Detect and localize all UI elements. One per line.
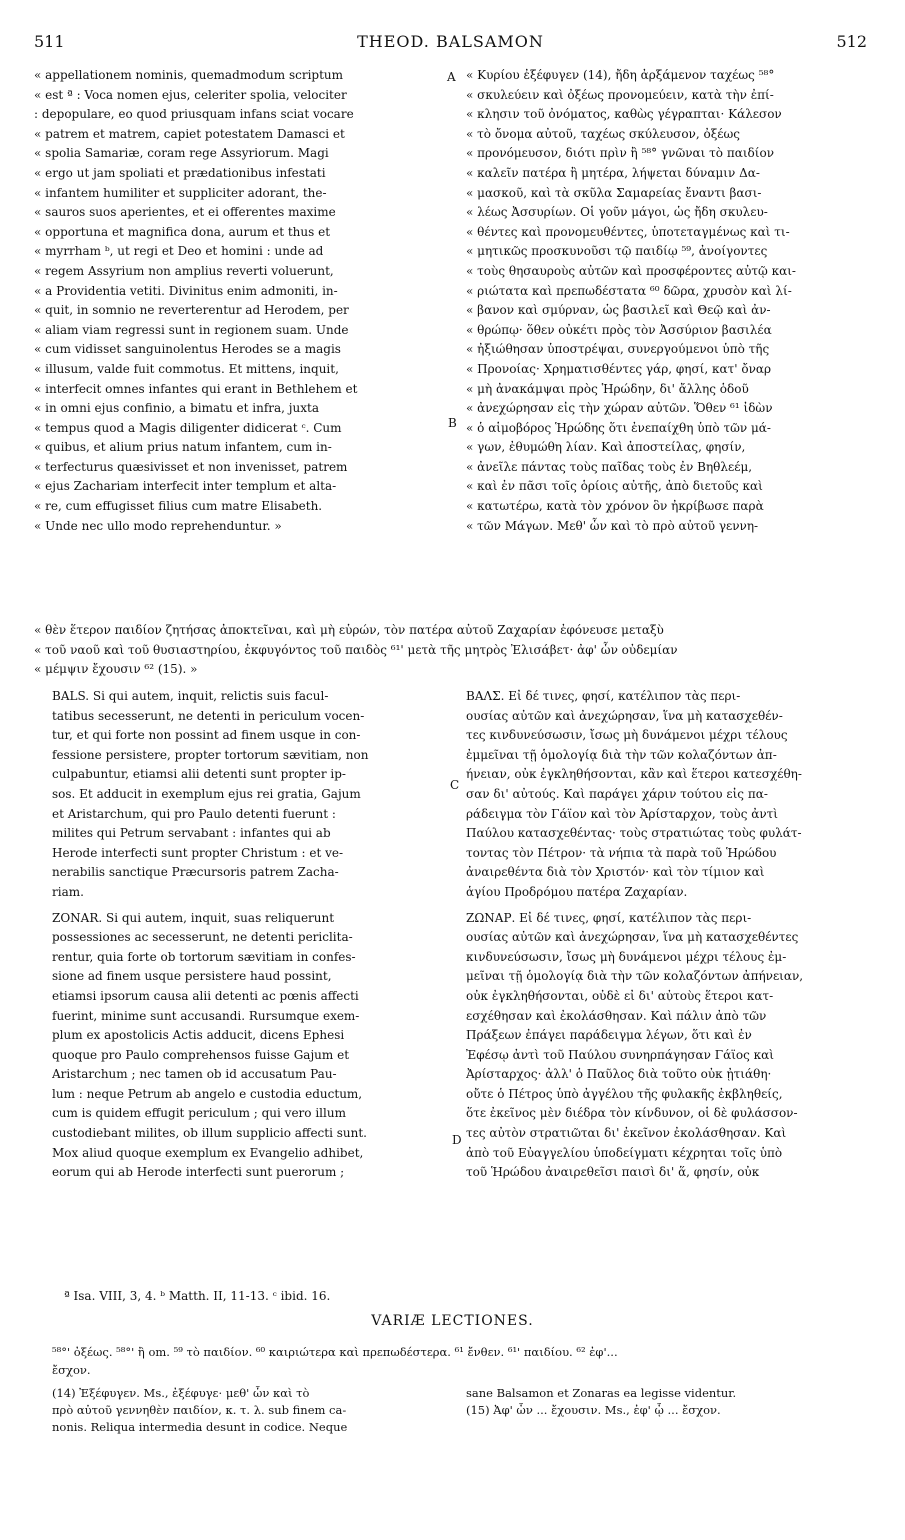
commentary-line: tur, et qui forte non possint ad finem usque in con- — [52, 728, 361, 743]
variant-notes-left — [52, 1385, 442, 1436]
commentary-line: τες αὐτὸν στρατιῶται δι' ἐκεῖνον ἐκολάσθησαν. Καὶ — [466, 1126, 787, 1141]
latin-text-line: « spolia Samariæ, coram rege Assyriorum. Magi — [34, 146, 329, 161]
commentary-line: Herode interfecti sunt propter Christum : et ve- — [52, 845, 344, 860]
greek-text-line: « λέως Ἀσσυρίων. Οἱ γοῦν μάγοι, ὡς ἤδη σκυλευ- — [466, 205, 768, 220]
commentary-line: ράδειγμα τὸν Γάϊον καὶ τὸν Ἀρίσταρχον, τοὺς ἀντὶ — [466, 806, 778, 821]
commentary-line: custodiebant milites, ob illum supplicio affecti sunt. — [52, 1126, 367, 1141]
latin-text-line: « ejus Zachariam interfecit inter templum et alta- — [34, 479, 337, 494]
variant-line: ⁵⁸°' ὀξέως. ⁵⁸°' ἢ om. ⁵⁹ τὸ παιδίον. ⁶⁰ καιριώτερα καὶ πρεπωδέστερα. ⁶¹ ἔνθεν. ⁶¹' παιδίου. ⁶² ἐφ'... — [52, 1345, 618, 1359]
latin-text-line: « est ª : Voca nomen ejus, celeriter spolia, velociter — [34, 87, 347, 102]
latin-text-line: « opportuna et magnifica dona, aurum et thus et — [34, 224, 331, 239]
greek-commentary-column — [466, 687, 866, 1277]
commentary-line: εσχέθησαν καὶ ἐκολάσθησαν. Καὶ πάλιν ἀπὸ τῶν — [466, 1008, 767, 1023]
greek-text-line: « σκυλεύειν καὶ ὀξέως προνομεύειν, κατὰ τὴν ἐπί- — [466, 87, 774, 102]
commentary-line: οὐκ ἐγκληθήσονται, οὐδὲ εἰ δι' αὐτοὺς ἕτεροι κατ- — [466, 988, 774, 1003]
greek-text-line: « μέμψιν ἔχουσιν ⁶² (15). » — [34, 662, 198, 677]
commentary-line: Aristarchum ; nec tamen ob id accusatum Pau- — [52, 1067, 337, 1082]
greek-text-line: « μητικῶς προσκυνοῦσι τῷ παιδίῳ ⁵⁹, ἀνοίγοντες — [466, 244, 768, 259]
commentary-line: etiamsi ipsorum causa alii detenti ac pœnis affecti — [52, 988, 359, 1003]
variant-note-line: (15) Ἀφ' ὧν ... ἔχουσιν. Ms., ἐφ' ᾧ ... ἔσχον. — [466, 1403, 721, 1417]
page-header — [34, 32, 867, 58]
latin-text-line: « ergo ut jam spoliati et prædationibus infestati — [34, 165, 326, 180]
commentary-line: milites qui Petrum servabant : infantes qui ab — [52, 826, 331, 841]
commentary-line: σαν δι' αὐτούς. Καὶ παράγει χάριν τούτου εἰς πα- — [466, 786, 768, 801]
commentary-line: lum : neque Petrum ab angelo e custodia eductum, — [52, 1086, 363, 1101]
commentary-line: ὅτε ἐκεῖνος μὲν διέδρα τὸν κίνδυνον, οἱ δὲ φυλάσσον- — [466, 1106, 798, 1121]
greek-text-line: « ριώτατα καὶ πρεπωδέστατα ⁶⁰ δῶρα, χρυσὸν καὶ λί- — [466, 283, 792, 298]
greek-text-line: « μασκοῦ, καὶ τὰ σκῦλα Σαμαρείας ἔναντι βασι- — [466, 185, 762, 200]
greek-text-line: « βανον καὶ σμύρναν, ὡς βασιλεῖ καὶ Θεῷ καὶ ἀν- — [466, 303, 771, 318]
commentary-line: ZONAR. Si qui autem, inquit, suas reliquerunt — [52, 910, 335, 925]
commentary-line: ΒΑΛΣ. Εἰ δέ τινες, φησί, κατέλιπον τὰς περι- — [466, 689, 741, 703]
commentary-line: nerabilis sanctique Præcursoris patrem Zacha- — [52, 865, 339, 880]
left-page-number: 511 — [34, 32, 65, 51]
commentary-line: cum is quidem effugit periculum ; qui vero illum — [52, 1106, 346, 1121]
commentary-line: ουσίας αὐτῶν καὶ ἀνεχώρησαν, ἵνα μὴ κατασχεθέντες — [466, 930, 799, 945]
latin-text-line: « quibus, et alium prius natum infantem, cum in- — [34, 440, 332, 455]
greek-text-line: « ἠξιώθησαν ὑποστρέψαι, συνεργούμενοι ὑπὸ τῆς — [466, 342, 770, 357]
commentary-line: Παύλου κατασχεθέντας· τοὺς στρατιώτας τοὺς φυλάτ- — [466, 826, 802, 841]
commentary-line: ήνειαν, οὐκ ἐγκληθήσονται, κἂν καὶ ἕτεροι κατεσχέθη- — [466, 767, 802, 782]
commentary-line: possessiones ac secesserunt, ne detenti periclita- — [52, 930, 353, 945]
commentary-line: ἐμμεῖναι τῇ ὁμολογίᾳ διὰ τὴν τῶν κολαζόντων ἀπ- — [466, 747, 777, 762]
variant-note-line: πρὸ αὐτοῦ γεννηθὲν παιδίον, κ. τ. λ. sub finem ca- — [52, 1403, 347, 1417]
commentary-line: tatibus secesserunt, ne detenti in periculum vocen- — [52, 708, 365, 723]
commentary-line: fessione persistere, propter tortorum sævitiam, non — [52, 747, 369, 762]
variant-note-line: nonis. Reliqua intermedia desunt in codice. Neque — [52, 1420, 348, 1434]
commentary-line: ουσίας αὐτῶν καὶ ἀνεχώρησαν, ἵνα μὴ κατασχεθέν- — [466, 708, 783, 723]
margin-letter-d: D — [452, 1133, 462, 1147]
latin-text-line: « patrem et matrem, capiet potestatem Damasci et — [34, 126, 345, 141]
commentary-line: τες κινδυνεύσωσιν, ἴσως μὴ δυνάμενοι μέχρι τέλους — [466, 728, 788, 743]
latin-text-line: : depopulare, eo quod priusquam infans sciat vocare — [34, 107, 354, 122]
latin-text-line: « cum vidisset sanguinolentus Herodes se a magis — [34, 342, 341, 357]
greek-text-line: « τὸ ὄνομα αὐτοῦ, ταχέως σκύλευσον, ὀξέως — [466, 126, 741, 141]
greek-text-line: « ἀνεχώρησαν εἰς τὴν χώραν αὐτῶν. Ὅθεν ⁶¹ ἰδὼν — [466, 401, 773, 416]
latin-text-line: « in omni ejus confinio, a bimatu et infra, juxta — [34, 401, 319, 416]
latin-commentary-column — [52, 687, 447, 1277]
margin-letter-c: C — [450, 778, 460, 792]
commentary-line: ἀπὸ τοῦ Εὐαγγελίου ὑποδείγματι κέχρηται τοῖς ὑπὸ — [466, 1145, 783, 1160]
commentary-line: et Aristarchum, qui pro Paulo detenti fuerunt : — [52, 806, 336, 821]
greek-text-line: « θέντες καὶ προνομευθέντες, ὑποτεταγμένως καὶ τι- — [466, 224, 790, 239]
commentary-line: riam. — [52, 884, 84, 899]
latin-text-line: « aliam viam regressi sunt in regionem suam. Unde — [34, 322, 349, 337]
greek-text-line: « τοῦ ναοῦ καὶ τοῦ θυσιαστηρίου, ἐκφυγόντος τοῦ παιδὸς ⁶¹' μετὰ τῆς μητρὸς Ἐλισάβετ· ἀφ' ὧν οὐδεμίαν — [34, 642, 678, 657]
greek-text-line: « θὲν ἕτερον παιδίον ζητήσας ἀποκτεῖναι, καὶ μὴ εὑρών, τὸν πατέρα αὐτοῦ Ζαχαρίαν ἐφόνευσε μεταξὺ — [34, 623, 664, 637]
commentary-line: sione ad finem usque persistere haud possint, — [52, 969, 332, 984]
latin-text-line: « interfecit omnes infantes qui erant in Bethlehem et — [34, 381, 358, 396]
margin-letter-a: A — [447, 70, 456, 84]
commentary-line: culpabuntur, etiamsi alii detenti sunt propter ip- — [52, 767, 346, 782]
commentary-line: sos. Et adducit in exemplum ejus rei gratia, Gajum — [52, 786, 361, 801]
commentary-line: rentur, quia forte ob tortorum sævitiam in confes- — [52, 949, 356, 964]
latin-text-line: « infantem humiliter et suppliciter adorant, the- — [34, 185, 327, 200]
latin-text-line: « regem Assyrium non amplius reverti voluerunt, — [34, 263, 334, 278]
variae-lectiones-title: VARIÆ LECTIONES. — [371, 1313, 534, 1329]
latin-column-top — [34, 66, 446, 626]
greek-text-line: « κλησιν τοῦ ὀνόματος, καθὼς γέγραπται· Κάλεσον — [466, 107, 782, 122]
latin-text-line: « illusum, valde fuit commotus. Et mittens, inquit, — [34, 361, 339, 376]
latin-text-line: « re, cum effugisset filius cum matre Elisabeth. — [34, 499, 323, 514]
greek-full-width-continuation — [34, 621, 865, 680]
variant-notes-right — [466, 1385, 866, 1419]
commentary-line: τοῦ Ἡρώδου ἀναιρεθεῖσι παισὶ δι' ἅ, φησίν, οὐκ — [466, 1165, 760, 1180]
latin-text-line: « quit, in somnio ne reverterentur ad Herodem, per — [34, 303, 349, 318]
commentary-line: eorum qui ab Herode interfecti sunt puerorum ; — [52, 1165, 345, 1180]
latin-text-line: « tempus quod a Magis diligenter didicerat ᶜ. Cum — [34, 420, 342, 435]
variant-note-line: (14) Ἐξέφυγεν. Ms., ἐξέφυγε· μεθ' ὧν καὶ τὸ — [52, 1386, 310, 1400]
commentary-line: plum ex apostolicis Actis adducit, dicens Ephesi — [52, 1028, 345, 1043]
commentary-line: κινδυνεύσωσιν, ἴσως μὴ δυνάμενοι μέχρι τέλους ἐμ- — [466, 949, 787, 964]
latin-text-line: « myrrham ᵇ, ut regi et Deo et homini : unde ad — [34, 244, 324, 259]
greek-text-line: « τοὺς θησαυροὺς αὐτῶν καὶ προσφέροντες αὐτῷ και- — [466, 263, 796, 278]
latin-text-line: « Unde nec ullo modo reprehenduntur. » — [34, 518, 282, 533]
commentary-line: ΖΩΝΑΡ. Εἰ δέ τινες, φησί, κατέλιπον τὰς περι- — [466, 910, 752, 925]
greek-text-line: « καλεῖν πατέρα ἢ μητέρα, λήψεται δύναμιν Δα- — [466, 165, 760, 180]
greek-text-line: « ἀνεῖλε πάντας τοὺς παῖδας τοὺς ἐν Βηθλεέμ, — [466, 459, 753, 474]
commentary-line: Ἀρίσταρχος· ἀλλ' ὁ Παῦλος διὰ τοῦτο οὐκ ᾐτιάθη· — [466, 1067, 772, 1082]
scripture-footnotes: ª Isa. VIII, 3, 4. ᵇ Matth. II, 11-13. ᶜ ibid. 16. — [64, 1289, 331, 1303]
greek-text-line: « μὴ ἀνακάμψαι πρὸς Ἡρώδην, δι' ἄλλης ὁδοῦ — [466, 381, 749, 396]
commentary-line: οὔτε ὁ Πέτρος ὑπὸ ἀγγέλου τῆς φυλακῆς ἐκβληθείς, — [466, 1086, 783, 1101]
greek-text-line: « προνόμευσον, διότι πρὶν ἢ ⁵⁸° γνῶναι τὸ παιδίον — [466, 146, 774, 161]
greek-text-line: « Κυρίου ἐξέφυγεν (14), ἤδη ἀρξάμενον ταχέως ⁵⁸° — [466, 68, 775, 82]
greek-text-line: « γων, ἐθυμώθη λίαν. Καὶ ἀποστείλας, φησίν, — [466, 440, 746, 455]
margin-letter-b: B — [448, 416, 457, 430]
greek-text-line: « τῶν Μάγων. Μεθ' ὧν καὶ τὸ πρὸ αὐτοῦ γεννη- — [466, 518, 759, 533]
right-page-number: 512 — [836, 32, 867, 51]
running-title: THEOD. BALSAMON — [357, 32, 544, 51]
commentary-line: BALS. Si qui autem, inquit, relictis suis facul- — [52, 689, 329, 703]
commentary-line: ἁγίου Προδρόμου πατέρα Ζαχαρίαν. — [466, 884, 688, 899]
greek-column-top — [466, 66, 866, 626]
commentary-line: τοντας τὸν Πέτρον· τὰ νήπια τὰ παρὰ τοῦ Ἡρώδου — [466, 845, 777, 860]
greek-text-line: « Προνοίας· Χρηματισθέντες γάρ, φησί, κατ' ὄναρ — [466, 361, 772, 376]
greek-text-line: « ὁ αἱμοβόρος Ἡρώδης ὅτι ἐνεπαίχθη ὑπὸ τῶν μά- — [466, 420, 771, 435]
commentary-line: Πράξεων ἐπάγει παράδειγμα λέγων, ὅτι καὶ ἐν — [466, 1028, 752, 1043]
commentary-line: μεῖναι τῇ ὁμολογίᾳ διὰ τὴν τῶν κολαζόντων ἀπήνειαν, — [466, 969, 804, 984]
commentary-line: Mox aliud quoque exemplum ex Evangelio adhibet, — [52, 1145, 364, 1160]
latin-text-line: « sauros suos aperientes, et ei offerentes maxime — [34, 205, 336, 220]
latin-text-line: « terfecturus quæsivisset et non invenisset, patrem — [34, 459, 348, 474]
commentary-line: fuerint, minime sunt accusandi. Rursumque exem- — [52, 1008, 360, 1023]
latin-text-line: « a Providentia vetiti. Divinitus enim admoniti, in- — [34, 283, 338, 298]
variant-line: ἔσχον. — [52, 1363, 91, 1377]
variant-readings — [52, 1343, 865, 1379]
greek-text-line: « κατωτέρω, κατὰ τὸν χρόνον ὃν ἠκρίβωσε παρὰ — [466, 499, 764, 514]
greek-text-line: « καὶ ἐν πᾶσι τοῖς ὁρίοις αὐτῆς, ἀπὸ διετοῦς καὶ — [466, 479, 763, 494]
latin-text-line: « appellationem nominis, quemadmodum scriptum — [34, 68, 344, 82]
commentary-line: Ἐφέσῳ ἀντὶ τοῦ Παύλου συνηρπάγησαν Γάϊος καὶ — [466, 1047, 774, 1062]
greek-text-line: « θρώπῳ· ὅθεν οὐκέτι πρὸς τὸν Ἀσσύριον βασιλέα — [466, 322, 772, 337]
commentary-line: quoque pro Paulo comprehensos fuisse Gajum et — [52, 1047, 350, 1062]
variant-note-line: sane Balsamon et Zonaras ea legisse videntur. — [466, 1386, 737, 1400]
commentary-line: ἀναιρεθέντα διὰ τὸν Χριστόν· καὶ τὸν τίμιον καὶ — [466, 865, 765, 880]
